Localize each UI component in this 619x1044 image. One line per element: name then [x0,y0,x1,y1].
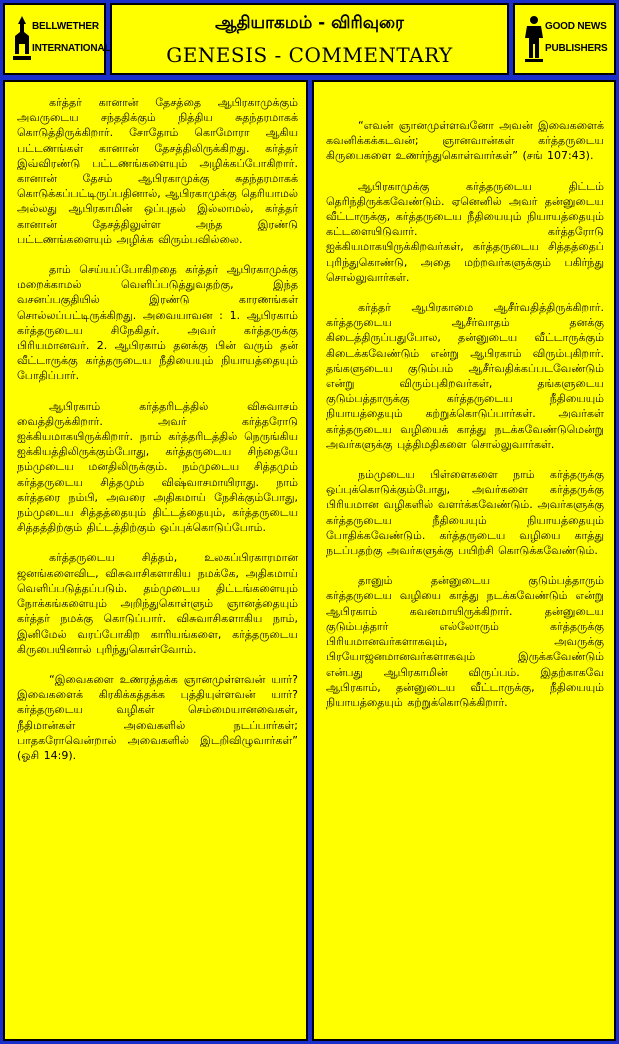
left-paragraph-1: கர்த்தர் கானான் தேசத்தை ஆபிரகாமுக்கும் அவருடைய சந்ததிக்கும் நித்திய சுதந்தரமாகக் கொடுத்திருக்கிறார். சோதோம் கொமோரா ஆகிய பட்டணங்கள் கானான் தேசத்திலிருக்கிறது. கர்த்தர் இவ்விரண்டு பட்டணங்களையும் அழிக்கப்போகிறார். கானான் தேசம் ஆபிரகாமுக்கு சுதந்தரமாகக் கொடுக்கப்பட்டிருப்பதினால், ஆபிரகாமுக்கு தெரியாமல் அல்லது ஆபிரகாமின் ஒப்புதல் இல்லாமல், கர்த்தர் கானான் தேசத்திலுள்ள அந்த இரண்டு பட்டணங்களையும் அழிக்க விரும்பவில்லை. [17,96,298,246]
right-paragraph-1-quote: “எவன் ஞானமுள்ளவனோ அவன் இவைகளைக் கவனிக்கக்கடவன்; ஞானவான்கள் கர்த்தருடைய கிருபைகளை உணர்ந்துகொள்வார்கள்” (சங் 107:43). [326,119,604,163]
good-news-line1: GOOD NEWS [545,21,607,32]
left-paragraph-3: ஆபிரகாம் கர்த்தரிடத்தில் விசுவாசம் வைத்திருக்கிறார். அவர் கர்த்தரோடு ஐக்கியமாகயிருக்கிறார். நாம் கர்த்தரிடத்தில் நெருங்கிய ஐக்கியத்திலிருக்கும்போது, கர்த்தருடைய சிந்தையே நம்முடைய மனதிலிருக்கும். நம்முடைய சித்தமும் கர்த்தருடைய சித்தமும் விஷ்வாசமாயிராது. நாம் கர்த்தரை நம்பி, அவரை அதிகமாய் நேசிக்கும்போது, நம்முடைய சித்தத்தையும் திட்டத்தையும், கர்த்தருடைய சித்தத்திற்கும் திட்டத்திற்கும் ஒப்புக்கொடுப்போம். [17,399,298,535]
title-english: GENESIS - COMMENTARY [166,43,453,67]
good-news-figure-icon [523,14,545,64]
right-column [312,80,616,1041]
bellwether-line2: INTERNATIONAL [32,43,111,54]
right-paragraph-5: தானும் தன்னுடைய குடும்பத்தாரும் கர்த்தருடைய வழியை காத்து நடக்கவேண்டும் என்று ஆபிரகாம் கவனமாயிருக்கிறார். தன்னுடைய குடும்பத்தார் எல்லோரும் கர்த்தருக்கு பிரியமானவர்களாகவும், அவருக்கு பிரயோஜனமானவர்களாகவும் இருக்கவேண்டும் என்பது ஆபிரகாமின் விருப்பம். இதற்காகவே ஆபிரகாம், தன்னுடைய வீட்டாருக்கு, நீதியையும் நியாயத்தையும் கற்றுக்கொடுக்கிறார். [326,574,604,709]
left-paragraph-4: கர்த்தருடைய சித்தம், உலகப்பிரகாரமான ஜனங்களைவிட, விசுவாசிகளாகிய நமக்கே, அதிகமாய் வெளிப்படுத்தப்படும். தம்முடைய திட்டங்களையும் நோக்கங்களையும் அறிந்துகொள்ளும் ஞானத்தையும் கர்த்தர் நமக்கு கொடுப்பார். விசுவாசிகளாகிய நாம், இனிமேல் வரப்போகிற காரியங்களை, கர்த்தருடைய கிருபையினால் புரிந்துகொள்வோம். [17,551,298,656]
good-news-line2: PUBLISHERS [545,43,608,54]
left-paragraph-5-quote: “இவைகளை உணரத்தக்க ஞானமுள்ளவன் யார்? இவைகளைக் கிரகிக்கத்தக்க புத்தியுள்ளவன் யார்? கர்த்தருடைய வழிகள் செம்மையானவைகள், நீதிமான்கள் அவைகளில் நடப்பார்கள்; பாதகரோவென்றால் அவைகளில் இடறிவிழுவார்கள்” (ஓசி 14:9). [17,672,298,762]
right-paragraph-2: ஆபிரகாமுக்கு கர்த்தருடைய திட்டம் தெரிந்திருக்கவேண்டும். ஏனெனில் அவர் தன்னுடைய வீட்டாருக்கு, கர்த்தருடைய நீதியையும் நியாயத்தையும் கட்டளையிடுவார். கர்த்தரோடு ஐக்கியமாகயிருக்கிறவர்கள், கர்த்தருடைய சித்தத்தைப் புரிந்துகொண்டு, அதை மற்றவர்களுக்கும் பகிர்ந்து சொல்லுவார்கள். [326,179,604,284]
bellwether-logo [3,3,111,75]
right-paragraph-3: கர்த்தர் ஆபிரகாமை ஆசீர்வதித்திருக்கிறார். கர்த்தருடைய ஆசீர்வாதம் தனக்கு கிடைத்திருப்பதுபோல, தன்னுடைய வீட்டாருக்கும் கிடைக்கவேண்டும் என்று ஆபிரகாம் விரும்புகிறார். தங்களுடைய குடும்பம் ஆசீர்வதிக்கப்படவேண்டும் என்று விரும்புகிறவர்கள், தங்களுடைய குடும்பத்தாருக்கு கர்த்தருடைய நீதியையும் நியாயத்தையும் கற்றுக்கொடுப்பார்கள். அவர்கள் கர்த்தருடைய வழியைக் காத்து நடக்கவேண்டுமென்று அவர்களுக்கு புத்திமதிகளை சொல்லுவார்கள். [326,301,604,451]
bellwether-line1: BELLWETHER [32,21,99,32]
good-news-logo [513,3,616,75]
right-paragraph-4: நம்முடைய பிள்ளைகளை நாம் கர்த்தருக்கு ஒப்புக்கொடுக்கும்போது, அவர்களை கர்த்தருக்கு பிரியமான வழிகளில் வளர்க்கவேண்டும். அவர்களுக்கு கர்த்தருடைய நீதியையும் நியாயத்தையும் போதிக்கவேண்டும். கர்த்தருடைய வழியை காத்து நடப்பதற்கு அவர்களுக்கு பயிற்சி கொடுக்கவேண்டும். [326,468,604,558]
title-tamil: ஆதியாகமம் - விரிவுரை [215,13,404,33]
left-paragraph-2: தாம் செய்யப்போகிறதை கர்த்தர் ஆபிரகாமுக்கு மறைக்காமல் வெளிப்படுத்துவதற்கு, இந்த வசனப்பகுதியில் இரண்டு காரணங்கள் சொல்லப்பட்டிருக்கிறது. அவையாவன : 1. ஆபிரகாம் கர்த்தருடைய சிநேகிதர். அவர் கர்த்தருக்கு பிரியமானவர். 2. ஆபிரகாம் தனக்கு பின் வரும் தன் வீட்டாருக்கு கர்த்தருடைய நீதியையும் நியாயத்தையும் போதிப்பார். [17,263,298,383]
header-title-panel [110,3,509,75]
bellwether-ram-icon [11,14,33,64]
left-column [3,80,308,1041]
